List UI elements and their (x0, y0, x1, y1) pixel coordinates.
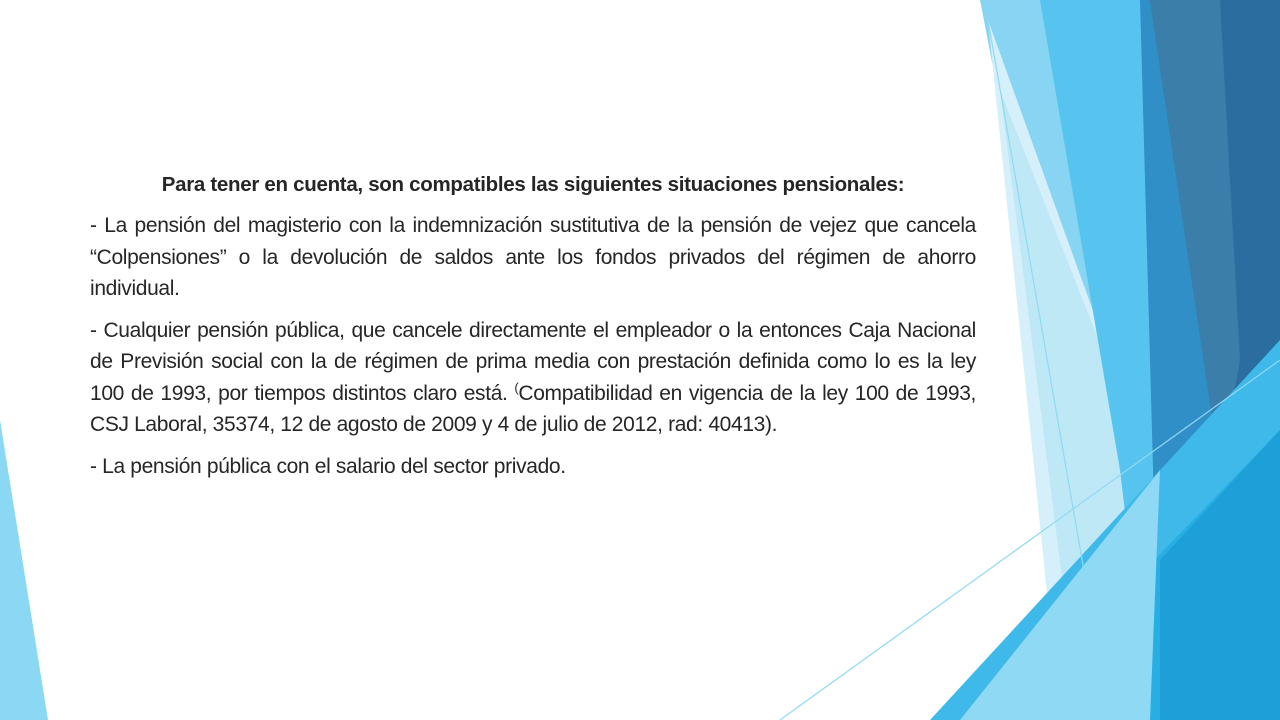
paragraph-2-citation: Compatibilidad en vigencia de la ley 100 de 1993, CSJ Laboral, 35374, 12 de agosto de 2009 y 4 de julio de 2012, rad: 40413). (90, 381, 977, 436)
paragraph-3: - La pensión pública con el salario del sector privado. (90, 454, 566, 478)
paragraph-2-body: - Cualquier pensión pública, que cancele directamente el empleador o la entonces Caja Nacional de Previsión social con la de régimen de prima media con prestación definida como lo es la ley 100 de 1993, por tiempos distintos claro está. (90, 318, 976, 405)
paragraph-2-superscript: ( (514, 379, 519, 395)
paragraph-1: - La pensión del magisterio con la indemnización sustitutiva de la pensión de vejez que cancela “Colpensiones” o la devolución de saldos ante los fondos privados del régimen de ahorro individual. (90, 214, 976, 300)
slide-heading: Para tener en cuenta, son compatibles las siguientes situaciones pensionales: (161, 173, 905, 196)
paragraph-2 (90, 315, 976, 441)
slide-content (90, 170, 976, 492)
left-accent-shape (0, 420, 48, 720)
